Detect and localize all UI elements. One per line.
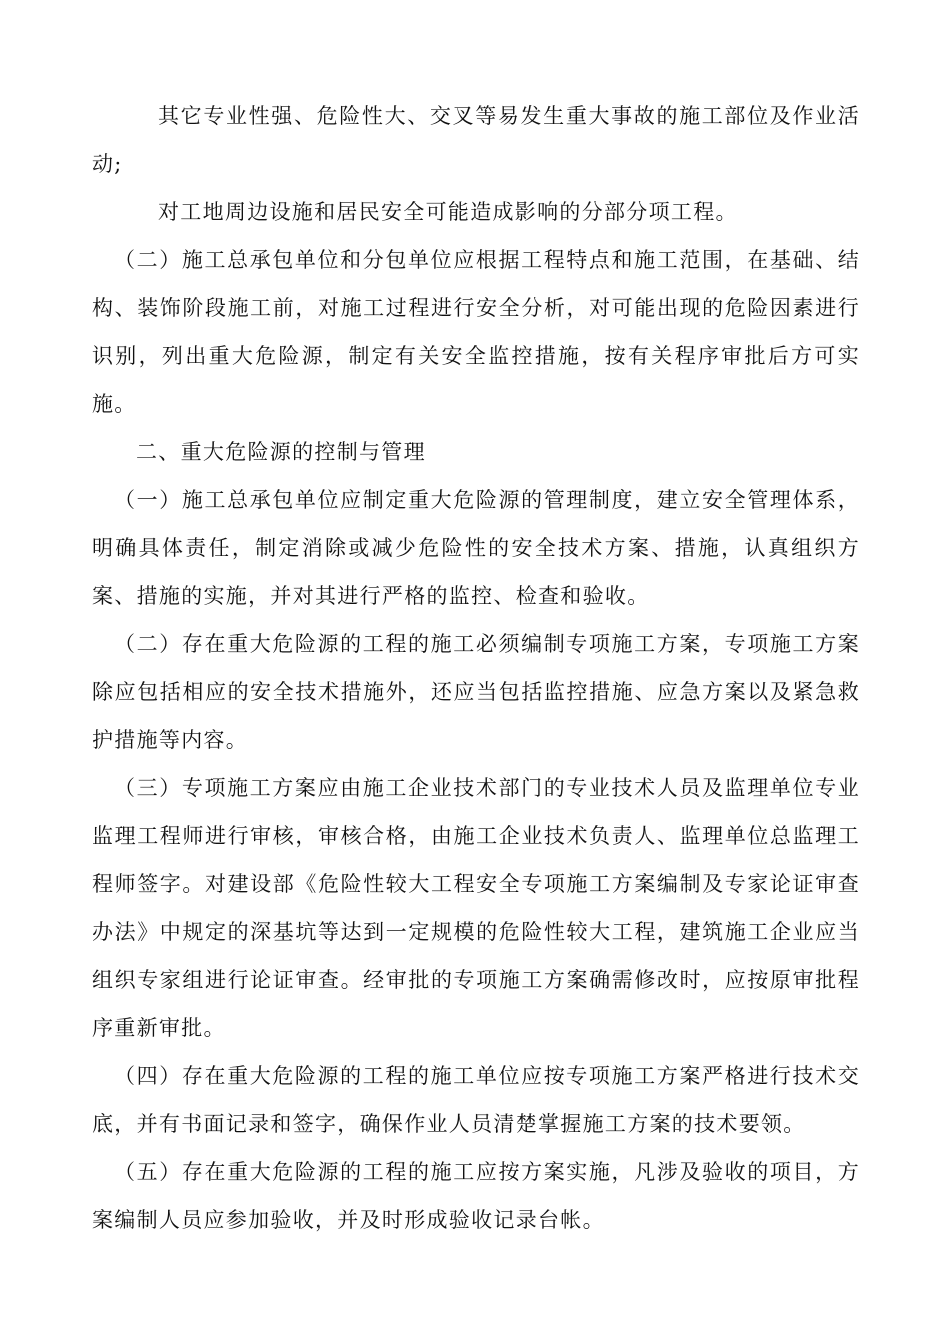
paragraph-surrounding-impact: 对工地周边设施和居民安全可能造成影响的分部分项工程。 <box>158 200 738 224</box>
paragraph-technical-briefing: （四）存在重大危险源的工程的施工单位应按专项施工方案严格进行技术交底，并有书面记录和签字，确保作业人员清楚掌握施工方案的技术要领。 <box>92 1064 860 1136</box>
paragraph-acceptance: （五）存在重大危险源的工程的施工应按方案实施，凡涉及验收的项目，方案编制人员应参加验收，并及时形成验收记录台帐。 <box>92 1160 860 1232</box>
section-heading-control-management: 二、重大危险源的控制与管理 <box>136 440 426 464</box>
document-body <box>92 92 860 1244</box>
paragraph-special-plan: （二）存在重大危险源的工程的施工必须编制专项施工方案，专项施工方案除应包括相应的安全技术措施外，还应当包括监控措施、应急方案以及紧急救护措施等内容。 <box>92 632 860 752</box>
paragraph-safety-analysis: （二）施工总承包单位和分包单位应根据工程特点和施工范围，在基础、结构、装饰阶段施工前，对施工过程进行安全分析，对可能出现的危险因素进行识别，列出重大危险源，制定有关安全监控措施，按有关程序审批后方可实施。 <box>92 248 860 416</box>
paragraph-plan-review: （三）专项施工方案应由施工企业技术部门的专业技术人员及监理单位专业监理工程师进行审核，审核合格，由施工企业技术负责人、监理单位总监理工程师签字。对建设部《危险性较大工程安全专项施工方案编制及专家论证审查办法》中规定的深基坑等达到一定规模的危险性较大工程，建筑施工企业应当组织专家组进行论证审查。经审批的专项施工方案确需修改时，应按原审批程序重新审批。 <box>92 776 860 1040</box>
paragraph-other-hazard-activities: 其它专业性强、危险性大、交叉等易发生重大事故的施工部位及作业活动; <box>92 104 860 176</box>
paragraph-management-system: （一）施工总承包单位应制定重大危险源的管理制度，建立安全管理体系，明确具体责任，制定消除或减少危险性的安全技术方案、措施，认真组织方案、措施的实施，并对其进行严格的监控、检查和验收。 <box>92 488 860 608</box>
